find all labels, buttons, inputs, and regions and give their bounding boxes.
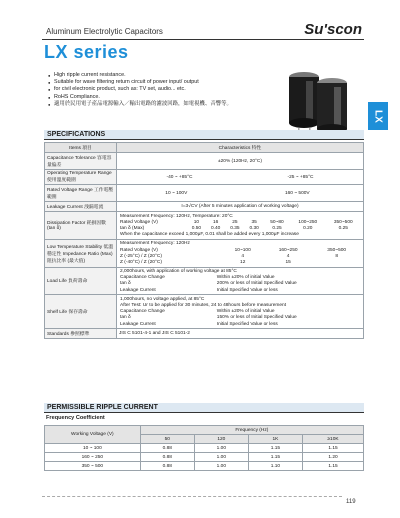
- df-voltage: 50~80: [270, 219, 284, 225]
- low-temp-values: [117, 239, 364, 267]
- df-tan: 0.35: [230, 225, 240, 231]
- coef-cell: 1.15: [248, 444, 302, 453]
- cap-tolerance-label: Capacitance Tolerance 容電容量偏差: [45, 153, 117, 170]
- coef-cell: 1.10: [248, 462, 302, 471]
- df-tan: 0.20: [303, 225, 313, 231]
- series-title: LX series: [44, 42, 129, 62]
- specifications-heading: SPECIFICATIONS: [44, 130, 364, 140]
- table-row: [45, 462, 364, 471]
- op-temp-label: Operating Temperature Range 使用溫度範圍: [45, 170, 117, 185]
- coef-cell: 0.88: [140, 462, 194, 471]
- coef-cell: 1.00: [194, 453, 248, 462]
- op-temp-low: -40 ~ +85°C: [166, 174, 193, 180]
- dissipation-values: [117, 212, 364, 240]
- lt-ratio-label: Z (-25°C) / Z (20°C): [120, 253, 162, 259]
- coef-cell: 1.00: [194, 444, 248, 453]
- standards-label: Standards 參照標準: [45, 329, 117, 339]
- load-life-item: Leakage Current: [120, 287, 156, 293]
- page-number: 119: [346, 499, 356, 505]
- cap-tolerance-value: ±20% (120Hz, 20°C): [117, 153, 364, 170]
- load-life-item: tan δ: [120, 281, 131, 287]
- series-side-tab: LX: [368, 102, 388, 130]
- freq-col: 1K: [248, 435, 302, 444]
- col-characteristics-header: Characteristics 特性: [117, 143, 364, 153]
- rated-voltage-label: Rated Voltage Range 工作電壓範圍: [45, 185, 117, 202]
- coef-cell: 1.20: [302, 453, 363, 462]
- lt-ratio: 8: [335, 253, 339, 259]
- table-row: [45, 444, 364, 453]
- wv-header: Working Voltage (V): [45, 426, 141, 444]
- feature-list: [48, 72, 283, 108]
- df-tan: 0.40: [210, 225, 221, 231]
- coef-cell: 1.15: [302, 462, 363, 471]
- wv-cell: 160 ~ 250: [45, 453, 141, 462]
- coef-cell: 1.15: [302, 444, 363, 453]
- load-life-value: 200% or less of Initial Specified Value: [216, 281, 297, 287]
- load-life-label: Load Life 負荷壽命: [45, 267, 117, 295]
- load-life-values: [117, 267, 364, 295]
- lt-ratio: [312, 259, 361, 265]
- dissipation-note: When the capacitance exceed 1,000μF, 0.01 shall be added every 1,000μF increase: [120, 232, 299, 238]
- lt-ratio: 12: [240, 259, 246, 265]
- lt-voltage: 10~100: [234, 247, 251, 253]
- df-tan: 0.25: [272, 225, 282, 231]
- leakage-value: I=3√CV (After 5 minutes application of working voltage): [117, 202, 364, 212]
- df-tan: 0.25: [338, 225, 348, 231]
- footer-divider: [42, 496, 342, 497]
- df-tan-label: tan δ (Max): [120, 225, 145, 231]
- document-title: Aluminum Electrolytic Capacitors: [46, 27, 163, 36]
- frequency-coefficient-title: Frequency Coefficient: [46, 415, 105, 421]
- lt-voltage-label: Rated Voltage (V): [120, 247, 158, 253]
- lt-ratio: 15: [285, 259, 291, 265]
- low-temp-label: Low Temperature Stability 低溫穩定性 Impedance Ratio (Max) 阻抗比率 (最大值): [45, 239, 117, 267]
- shelf-life-value: 150% or less of Initial Specified Value: [216, 315, 297, 321]
- col-items-header: Items 項目: [45, 143, 117, 153]
- df-voltage: 350~500: [333, 219, 353, 225]
- wv-cell: 350 ~ 500: [45, 462, 141, 471]
- df-tan: 0.30: [249, 225, 259, 231]
- shelf-life-value: Initial Specified Value or less: [216, 321, 278, 327]
- wv-cell: 10 ~ 100: [45, 444, 141, 453]
- feature-item: ● High ripple current resistance.: [48, 72, 283, 79]
- coef-cell: 0.88: [140, 444, 194, 453]
- df-voltage: 10: [193, 219, 200, 225]
- lt-voltage: 160~250: [278, 247, 298, 253]
- low-temp-condition: Measurement Frequency: 120Hz: [120, 241, 190, 247]
- ripple-heading: PERMISSIBLE RIPPLE CURRENT: [44, 403, 364, 413]
- shelf-life-item: Capacitance Change: [120, 309, 165, 315]
- load-life-item: Capacitance Change: [120, 275, 165, 281]
- standards-value: JIS C 5101-4-1 and JIS C 5101-2: [117, 329, 364, 339]
- feature-item: ● 適用於民用電子產品電源輸入／輸出電路的濾波回路，如電視機、音響等。: [48, 101, 283, 108]
- df-voltage: 25: [232, 219, 238, 225]
- shelf-life-value: Within ±20% of initial Value: [216, 309, 275, 315]
- feature-item: ● Suitable for wave filtering return circuit of power input/ output: [48, 79, 283, 86]
- lt-ratio-label: Z (-40°C) / Z (20°C): [120, 259, 162, 265]
- leakage-label: Leakage Current 洩漏電流: [45, 202, 117, 212]
- coef-cell: 0.88: [140, 453, 194, 462]
- shelf-life-condition: After Test: Ur to be applied for 30 minutes, 24 to 48hours before measurement: [120, 303, 287, 309]
- coef-cell: 1.00: [194, 462, 248, 471]
- capacitor-photo: [282, 63, 354, 139]
- feature-item: ● RoHS Compliance.: [48, 94, 283, 101]
- lt-ratio: 4: [286, 253, 290, 259]
- op-temp-values: [117, 170, 364, 185]
- rated-voltage-low: 10 ~ 100V: [165, 190, 188, 196]
- table-row: [45, 453, 364, 462]
- shelf-life-values: [117, 295, 364, 329]
- coef-cell: 1.15: [248, 453, 302, 462]
- df-voltage: 16: [212, 219, 219, 225]
- op-temp-high: -25 ~ +85°C: [287, 174, 314, 180]
- freq-col: 120: [194, 435, 248, 444]
- rated-voltage-values: [117, 185, 364, 202]
- shelf-life-condition: 1,000hours, no voltage applied, at 85°C: [120, 296, 205, 302]
- header-divider: [42, 39, 364, 40]
- frequency-header: Frequency (Hz): [140, 426, 363, 435]
- dissipation-condition: Measurement Frequency: 120Hz, Temperature: 20°C: [120, 213, 233, 219]
- specifications-table: [44, 142, 364, 339]
- load-life-value: Within ±20% of initial Value: [216, 275, 275, 281]
- freq-col: ≥10K: [302, 435, 363, 444]
- shelf-life-label: Shelf Life 保存壽命: [45, 295, 117, 329]
- df-voltage: 35: [251, 219, 257, 225]
- df-voltage-label: Rated Voltage (V): [120, 219, 158, 225]
- shelf-life-item: Leakage Current: [120, 321, 156, 327]
- rated-voltage-high: 160 ~ 500V: [284, 190, 310, 196]
- freq-col: 50: [140, 435, 194, 444]
- dissipation-label: Dissipation Factor 耗損因數 (tan δ): [45, 212, 117, 240]
- ripple-table: [44, 425, 364, 471]
- lt-ratio: 4: [241, 253, 245, 259]
- load-life-condition: 2,000hours, with application of working voltage at 85°C: [120, 269, 237, 275]
- df-voltage: 100~250: [298, 219, 318, 225]
- brand-logo: Su'scon: [304, 21, 362, 38]
- df-tan: 0.50: [191, 225, 202, 231]
- lt-voltage: 350~500: [327, 247, 347, 253]
- feature-item: ● for civil electronic product, such as: TV set, audio... etc.: [48, 86, 283, 93]
- shelf-life-item: tan δ: [120, 315, 131, 321]
- load-life-value: Initial Specified Value or less: [216, 287, 278, 293]
